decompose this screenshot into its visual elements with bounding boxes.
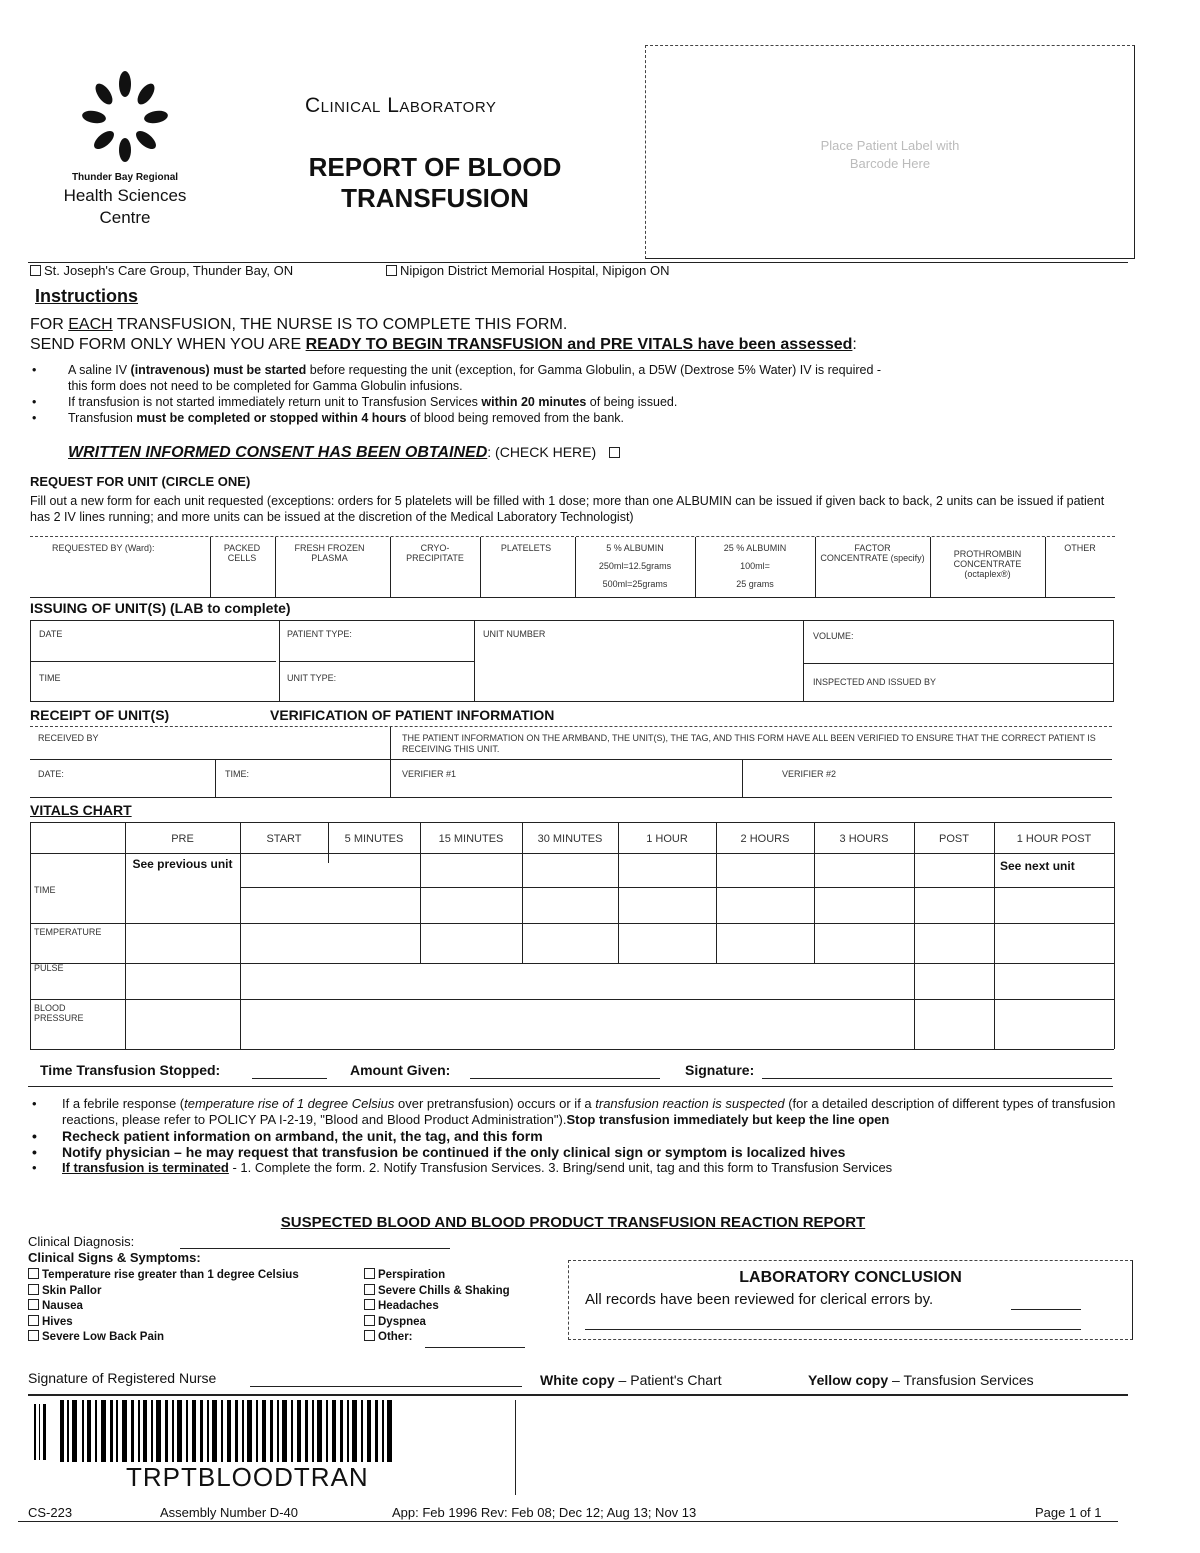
symptom-label: Perspiration [378, 1269, 446, 1281]
bullet-dot: • [32, 1096, 37, 1111]
revision-dates: App: Feb 1996 Rev: Feb 08; Dec 12; Aug 13; Nov 13 [392, 1505, 697, 1520]
req-other[interactable]: OTHER [1064, 543, 1096, 553]
symptoms-right [364, 1268, 510, 1346]
symptom-checkbox[interactable] [364, 1284, 375, 1295]
issuing-heading: ISSUING OF UNIT(S) (LAB to complete) [30, 600, 291, 616]
vitals-col-15min: 15 MINUTES [438, 833, 504, 845]
rdiv [815, 537, 816, 597]
time-stopped-label: Time Transfusion Stopped: [40, 1062, 221, 1078]
row-line [390, 759, 1112, 760]
symptom-label: Skin Pallor [42, 1284, 102, 1297]
vitals-row-bp: BLOOD PRESSURE [34, 1003, 84, 1023]
form-title-line2: TRANSFUSION [341, 183, 529, 213]
vitals-col-start: START [266, 833, 302, 845]
vitals-row-pulse: PULSE [34, 963, 64, 973]
clinical-diagnosis-field[interactable] [180, 1248, 450, 1249]
row-line [30, 963, 1114, 964]
b2-bold: within 20 minutes [481, 395, 587, 409]
yellow-copy [808, 1372, 1034, 1388]
symptom-label: Temperature rise greater than 1 degree Celsius [42, 1269, 299, 1281]
febrile-bullet-2 [30, 1128, 1120, 1144]
symptom-backpain[interactable] [28, 1330, 299, 1346]
req-cryo[interactable]: CRYO-PRECIPITATE [406, 543, 464, 563]
symptom-chills[interactable] [364, 1284, 510, 1300]
req-platelets[interactable]: PLATELETS [500, 543, 552, 553]
b3-post: of blood being removed from the bank. [406, 411, 624, 425]
amount-given-label: Amount Given: [350, 1062, 451, 1078]
signature-label: Signature: [685, 1062, 755, 1078]
issue-patient-type[interactable]: PATIENT TYPE: [287, 629, 352, 639]
form-title-line1: REPORT OF BLOOD [308, 152, 562, 182]
time-stopped-field[interactable] [252, 1078, 327, 1079]
lab-conclusion-box [568, 1260, 1133, 1340]
instructions-heading: Instructions [35, 286, 139, 306]
site-checkbox-sjcg[interactable] [30, 265, 41, 276]
consent-text: WRITTEN INFORMED CONSENT HAS BEEN OBTAINED [68, 444, 488, 461]
col-line [1114, 823, 1115, 1049]
clinical-signs-label: Clinical Signs & Symptoms: [28, 1250, 201, 1265]
f4u: If transfusion is terminated [62, 1160, 229, 1175]
f1i2: transfusion reaction is suspected [595, 1096, 785, 1111]
barcode-icon [34, 1400, 504, 1462]
see-previous-unit: See previous unit [132, 857, 233, 871]
symptom-checkbox[interactable] [28, 1315, 39, 1326]
vitals-row-temp: TEMPERATURE [34, 927, 102, 937]
row-line [30, 759, 390, 760]
rdiv [930, 537, 931, 597]
symptom-pallor[interactable] [28, 1284, 299, 1300]
req-prothrombin[interactable]: PROTHROMBIN CONCENTRATE (octaplex®) [953, 549, 1022, 579]
issue-inspected[interactable]: INSPECTED AND ISSUED BY [813, 677, 937, 687]
f1c: (for a detailed description of different types of transfusion reactions, please refer to POLICY PA I-2-19, "Blood and Blood Product Administration"). [62, 1096, 1116, 1127]
vitals-col-1h: 1 HOUR [646, 833, 688, 845]
request-note: Fill out a new form for each unit requested (exceptions: orders for 5 platelets will be filled with 1 dose; more than one ALBUMIN can be issued if given back to back, 2 units can be issued if patient has 2 IV lines running; and more units can be issued at the discretion of the Medical Laboratory Technologist) [30, 494, 1105, 524]
bullet-dot: • [32, 395, 37, 409]
col-line [803, 621, 804, 701]
vitals-col-5min: 5 MINUTES [344, 833, 404, 845]
symptom-label: Dyspnea [378, 1315, 426, 1328]
col-line [474, 621, 475, 701]
req-packed[interactable]: PACKED CELLS [223, 543, 261, 563]
vitals-row-time: TIME [34, 885, 56, 895]
req-alb25-b: 25 grams [736, 579, 774, 589]
consent-checkbox[interactable] [609, 447, 620, 458]
symptom-headaches[interactable] [364, 1299, 510, 1315]
i1-post: TRANSFUSION, THE NURSE IS TO COMPLETE THIS FORM. [112, 316, 568, 333]
white-copy-text: – Patient's Chart [614, 1372, 722, 1388]
col-line [215, 759, 216, 797]
site-option-sjcg[interactable] [30, 263, 293, 278]
febrile-bullet-3 [30, 1144, 1120, 1160]
req-alb5[interactable]: 5 % ALBUMIN [606, 543, 664, 553]
vitals-heading: VITALS CHART [30, 802, 132, 818]
barcode-text: TRPTBLOODTRAN [126, 1462, 369, 1492]
logo-line2: Health Sciences [63, 186, 187, 205]
receipt-heading: RECEIPT OF UNIT(S) [30, 707, 170, 723]
symptom-label: Severe Chills & Shaking [378, 1284, 510, 1297]
received-by[interactable]: RECEIVED BY [38, 733, 99, 743]
f1a: If a febrile response ( [62, 1096, 185, 1111]
febrile-bullet-4 [30, 1160, 1120, 1176]
footer-rule [28, 1394, 1128, 1396]
nurse-signature-field[interactable] [250, 1386, 522, 1387]
col-line [994, 823, 995, 1049]
b1-post: before requesting the unit (exception, for Gamma Globulin, a D5W (Dextrose 5% Water) IV is required - [306, 363, 882, 377]
col-line [240, 823, 241, 1049]
rdiv [695, 537, 696, 597]
vitals-col-post: POST [939, 833, 969, 845]
see-next-unit: See next unit [1000, 859, 1075, 873]
vitals-col-30min: 30 MINUTES [537, 833, 603, 845]
patient-label-text: Place Patient Label with [820, 138, 960, 153]
req-factor[interactable]: FACTOR CONCENTRATE (specify) [820, 543, 925, 563]
symptom-checkbox[interactable] [28, 1299, 39, 1310]
col-line [914, 823, 915, 1049]
issuing-table [30, 620, 1114, 702]
hospital-logo [40, 70, 210, 230]
lab-conclusion-field2[interactable] [585, 1329, 1081, 1330]
yellow-copy-text: – Transfusion Services [888, 1372, 1034, 1388]
symptom-other[interactable] [364, 1330, 510, 1346]
symptom-checkbox[interactable] [364, 1268, 375, 1279]
site-option-nipigon[interactable] [386, 263, 669, 278]
request-table [30, 536, 1115, 598]
vitals-chart [30, 822, 1115, 1049]
site-label-sjcg: St. Joseph's Care Group, Thunder Bay, ON [44, 263, 294, 278]
form-code: CS-223 [28, 1505, 73, 1520]
b1-bold: (intravenous) must be started [130, 363, 307, 377]
req-alb25[interactable]: 25 % ALBUMIN [723, 543, 787, 553]
i1-pre: FOR [30, 316, 69, 333]
b2-post: of being issued. [586, 395, 678, 409]
symptom-checkbox[interactable] [364, 1299, 375, 1310]
req-ffp[interactable]: FRESH FROZEN PLASMA [294, 543, 365, 563]
department-title: Clinical Laboratory [305, 94, 497, 117]
req-alb5-a: 250ml=12.5grams [598, 561, 672, 571]
bullet-20min [30, 394, 1120, 410]
lab-conclusion-field[interactable] [1011, 1309, 1081, 1310]
col-line [742, 759, 743, 797]
b2-pre: If transfusion is not started immediately return unit to Transfusion Services [68, 395, 482, 409]
symptom-hives[interactable] [28, 1315, 299, 1331]
page-number: Page 1 of 1 [1035, 1505, 1102, 1520]
leaf-logo-icon [70, 70, 180, 170]
reaction-heading: SUSPECTED BLOOD AND BLOOD PRODUCT TRANSFUSION REACTION REPORT [280, 1214, 866, 1231]
form-barcode [30, 1400, 516, 1495]
row-line [30, 853, 1114, 854]
b3-bold: must be completed or stopped within 4 hours [136, 411, 407, 425]
col-line [30, 823, 31, 1049]
bottom-rule [18, 1521, 1118, 1522]
symptom-checkbox[interactable] [28, 1330, 39, 1341]
bullet-dot: • [32, 411, 37, 425]
logo-line1: Thunder Bay Regional [71, 172, 179, 183]
receipt-time[interactable]: TIME: [225, 769, 249, 779]
symptom-perspiration[interactable] [364, 1268, 510, 1284]
patient-label-box[interactable] [645, 45, 1135, 259]
instructions-line2 [30, 336, 857, 354]
symptom-checkbox[interactable] [364, 1330, 375, 1341]
site-checkbox-nipigon[interactable] [386, 265, 397, 276]
issue-volume[interactable]: VOLUME: [813, 631, 854, 641]
issue-time[interactable]: TIME [39, 673, 61, 683]
symptom-label: Severe Low Back Pain [42, 1331, 165, 1343]
symptom-checkbox[interactable] [28, 1268, 39, 1279]
symptom-label: Hives [42, 1315, 73, 1328]
f1b: over pretransfusion) occurs or if a [394, 1096, 596, 1111]
issue-unit-number[interactable]: UNIT NUMBER [483, 629, 546, 639]
vitals-col-pre: PRE [171, 833, 194, 845]
rdiv [575, 537, 576, 597]
requested-by-label: REQUESTED BY (Ward): [52, 543, 155, 553]
f3: Notify physician – he may request that transfusion be continued if the only clinical sign or symptom is localized hives [62, 1144, 846, 1160]
symptom-checkbox[interactable] [364, 1315, 375, 1326]
symptom-temp[interactable] [28, 1268, 299, 1284]
symptom-label: Other: [378, 1331, 413, 1343]
yellow-copy-bold: Yellow copy [808, 1372, 889, 1388]
receipt-date[interactable]: DATE: [38, 769, 64, 779]
req-alb5-b: 500ml=25grams [602, 579, 668, 589]
row-line [31, 661, 276, 662]
b1-line2: this form does not need to be completed for Gamma Globulin infusions. [68, 379, 463, 393]
verifier2[interactable]: VERIFIER #2 [782, 769, 837, 779]
issue-date[interactable]: DATE [39, 629, 63, 639]
white-copy [540, 1372, 722, 1388]
febrile-bullet-1 [30, 1096, 1120, 1128]
f2: Recheck patient information on armband, the unit, the tag, and this form [62, 1128, 543, 1144]
clinical-diagnosis-label: Clinical Diagnosis: [28, 1234, 135, 1249]
request-heading: REQUEST FOR UNIT (CIRCLE ONE) [30, 474, 251, 489]
receipt-table [30, 726, 1112, 798]
bullet-saline [30, 362, 1120, 394]
rdiv [275, 537, 276, 597]
consent-post: : (CHECK HERE) [487, 444, 597, 460]
symptoms-left [28, 1268, 299, 1346]
b1-pre: A saline IV [68, 363, 131, 377]
i2-u: READY TO BEGIN TRANSFUSION and PRE VITALS have been assessed [305, 336, 853, 353]
bullet-4hours [30, 410, 1120, 426]
vitals-col-3h: 3 HOURS [839, 833, 889, 845]
consent-line[interactable] [68, 444, 623, 462]
verifier1[interactable]: VERIFIER #1 [402, 769, 457, 779]
vitals-col-2h: 2 HOURS [740, 833, 790, 845]
i1-each: EACH [68, 316, 113, 333]
verification-heading: VERIFICATION OF PATIENT INFORMATION [270, 707, 555, 723]
rdiv [1045, 537, 1046, 597]
verification-statement: THE PATIENT INFORMATION ON THE ARMBAND, THE UNIT(S), THE TAG, AND THIS FORM HAVE ALL BEEN VERIFIED TO ENSURE THAT THE CORRECT PATIENT IS RECEIVING THIS UNIT. [402, 733, 1096, 754]
bullet-dot: • [32, 1144, 37, 1160]
f1bold: Stop transfusion immediately but keep the line open [566, 1112, 890, 1127]
stop-rule [28, 1086, 1113, 1087]
symptom-dyspnea[interactable] [364, 1315, 510, 1331]
febrile-instructions [30, 1096, 1120, 1176]
instruction-bullets [30, 362, 1120, 426]
symptom-label: Nausea [42, 1300, 83, 1312]
white-copy-bold: White copy [540, 1372, 615, 1388]
bullet-dot: • [32, 1160, 37, 1175]
row-line [30, 923, 1114, 924]
f4rest: - 1. Complete the form. 2. Notify Transfusion Services. 3. Bring/send unit, tag and this form to Transfusion Services [228, 1160, 893, 1175]
site-label-nipigon: Nipigon District Memorial Hospital, Nipigon ON [400, 263, 670, 278]
issue-unit-type[interactable]: UNIT TYPE: [287, 673, 337, 683]
nurse-signature-label: Signature of Registered Nurse [28, 1370, 217, 1386]
symptom-label: Headaches [378, 1300, 439, 1312]
symptom-nausea[interactable] [28, 1299, 299, 1315]
i2-post: : [852, 336, 857, 353]
row-line [803, 663, 1113, 664]
rdiv [210, 537, 211, 597]
row-line [240, 887, 1114, 888]
amount-given-field[interactable] [470, 1078, 660, 1079]
patient-label-text2: Barcode Here [849, 156, 931, 171]
signature-field[interactable] [762, 1078, 1112, 1079]
b3-pre: Transfusion [68, 411, 137, 425]
lab-conclusion-title: LABORATORY CONCLUSION [739, 1269, 962, 1286]
vitals-col-1hpost: 1 HOUR POST [1016, 833, 1092, 845]
logo-line3: Centre [99, 208, 151, 227]
bullet-dot: • [32, 1128, 37, 1144]
rdiv [480, 537, 481, 597]
row-line [279, 661, 474, 662]
symptom-checkbox[interactable] [28, 1284, 39, 1295]
other-symptom-field[interactable] [425, 1347, 525, 1348]
row-line [30, 1049, 1114, 1050]
lab-conclusion-text: All records have been reviewed for clerical errors by. [585, 1291, 934, 1308]
req-alb25-a: 100ml= [740, 561, 770, 571]
row-line [30, 999, 1114, 1000]
assembly-number: Assembly Number D-40 [160, 1505, 298, 1520]
i2-pre: SEND FORM ONLY WHEN YOU ARE [30, 336, 306, 353]
bullet-dot: • [32, 363, 37, 377]
instructions-line1 [30, 316, 567, 334]
f1i: temperature rise of 1 degree Celsius [184, 1096, 395, 1111]
rdiv [390, 537, 391, 597]
col-line [390, 727, 391, 797]
